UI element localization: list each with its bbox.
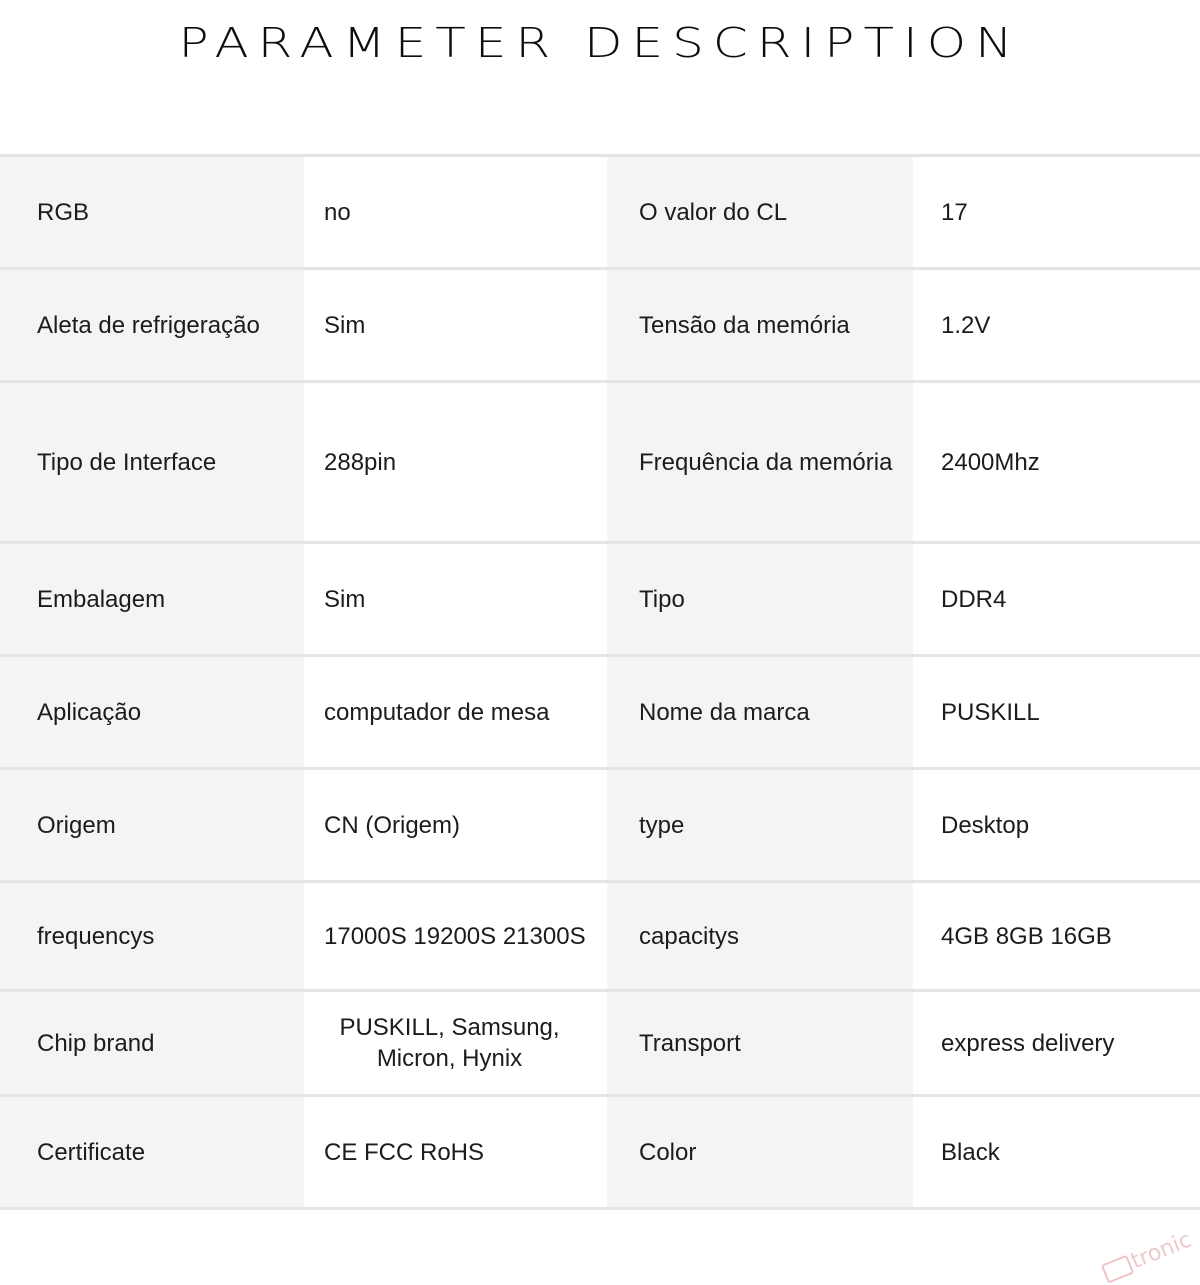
row-label: Chip brand [0, 992, 304, 1094]
row-value: express delivery [913, 992, 1200, 1094]
row-value: DDR4 [913, 544, 1200, 654]
row-label: frequencys [0, 883, 304, 989]
row-value: 1.2V [913, 270, 1200, 380]
row-label: Nome da marca [607, 657, 913, 767]
row-label: Embalagem [0, 544, 304, 654]
row-label: Frequência da memória [607, 383, 913, 541]
row-value: 288pin [304, 383, 607, 541]
watermark [1100, 1228, 1195, 1285]
row-label: Tipo [607, 544, 913, 654]
row-label: type [607, 770, 913, 880]
table-row [0, 1097, 1200, 1210]
row-value: Desktop [913, 770, 1200, 880]
row-value: 17000S 19200S 21300S [304, 883, 607, 989]
row-label: Tipo de Interface [0, 383, 304, 541]
row-value: Sim [304, 270, 607, 380]
row-value: 17 [913, 157, 1200, 267]
row-value: 2400Mhz [913, 383, 1200, 541]
page-title: PARAMETER DESCRIPTION [178, 19, 1022, 67]
row-value: CE FCC RoHS [304, 1097, 607, 1207]
row-value: PUSKILL [913, 657, 1200, 767]
row-label: Aplicação [0, 657, 304, 767]
row-label: Origem [0, 770, 304, 880]
table-row [0, 157, 1200, 270]
row-value: no [304, 157, 607, 267]
row-value: PUSKILL, Samsung, Micron, Hynix [304, 992, 607, 1094]
row-label: capacitys [607, 883, 913, 989]
row-label: RGB [0, 157, 304, 267]
row-label: O valor do CL [607, 157, 913, 267]
row-label: Aleta de refrigeração [0, 270, 304, 380]
table-row [0, 270, 1200, 383]
table-row [0, 544, 1200, 657]
row-value: Sim [304, 544, 607, 654]
row-value: 4GB 8GB 16GB [913, 883, 1200, 989]
table-row [0, 383, 1200, 544]
table-row [0, 992, 1200, 1097]
table-row [0, 657, 1200, 770]
logo-icon [1101, 1254, 1134, 1283]
row-label: Certificate [0, 1097, 304, 1207]
table-row [0, 770, 1200, 883]
table-row [0, 883, 1200, 992]
row-label: Color [607, 1097, 913, 1207]
row-label: Transport [607, 992, 913, 1094]
watermark-text: tronic [1127, 1227, 1196, 1275]
row-value: CN (Origem) [304, 770, 607, 880]
row-label: Tensão da memória [607, 270, 913, 380]
row-value: Black [913, 1097, 1200, 1207]
row-value: computador de mesa [304, 657, 607, 767]
parameter-table [0, 154, 1200, 1210]
